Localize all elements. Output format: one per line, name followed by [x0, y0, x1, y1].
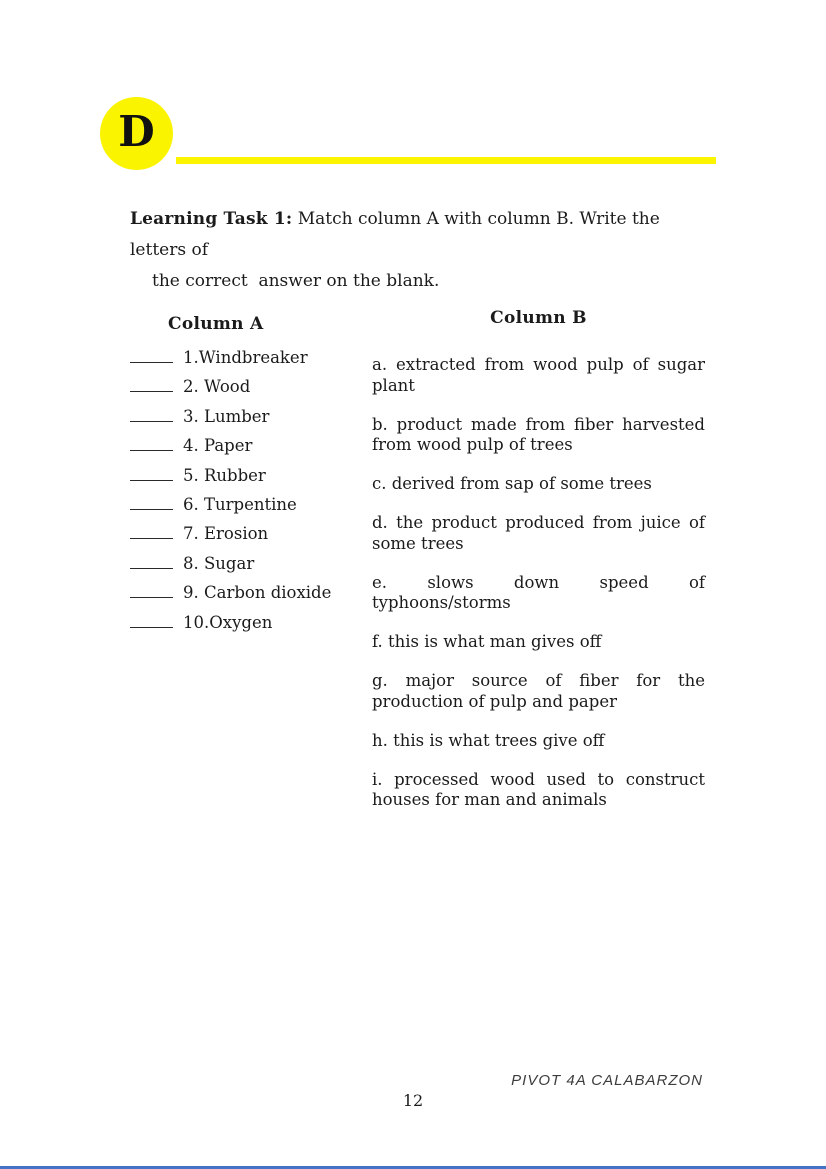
answer-blank: [130, 566, 173, 569]
match-item-label: 1.Windbreaker: [183, 348, 308, 367]
option-item: h. this is what trees give off: [372, 730, 605, 750]
match-item: [130, 583, 380, 612]
match-item: [130, 495, 380, 524]
answer-blank: [130, 360, 173, 363]
option-item: b. product made from fiber harvested from wood pulp of trees: [372, 414, 705, 454]
column-a-header: Column A: [168, 314, 264, 334]
match-item: [130, 466, 380, 495]
match-item: [130, 436, 380, 465]
match-item: [130, 407, 380, 436]
match-item: [130, 377, 380, 406]
answer-blank: [130, 595, 173, 598]
section-badge: [100, 97, 173, 170]
task-instruction-text: Match column A with column B. Write the letters of: [130, 209, 666, 260]
column-a: [130, 314, 380, 642]
answer-blank: [130, 448, 173, 451]
section-badge-letter: D: [118, 107, 155, 156]
answer-blank: [130, 389, 173, 392]
match-item-label: 9. Carbon dioxide: [183, 583, 332, 603]
task-label: Learning Task 1:: [130, 209, 293, 229]
match-item-label: 10.Oxygen: [183, 612, 273, 632]
match-item-label: 5. Rubber: [183, 465, 266, 485]
answer-blank: [130, 419, 173, 422]
match-item-label: 7. Erosion: [183, 524, 269, 544]
task-instruction-line2: the correct answer on the blank.: [152, 271, 440, 291]
option-item: a. extracted from wood pulp of sugar plant: [372, 355, 705, 395]
match-item: [130, 554, 380, 583]
header-divider-rule: [176, 157, 716, 164]
option-item: e. slows down speed of typhoons/storms: [372, 572, 705, 612]
match-item-label: 6. Turpentine: [183, 494, 297, 514]
task-instruction-line1: [130, 204, 716, 266]
answer-blank: [130, 478, 173, 481]
answer-blank: [130, 536, 173, 539]
answer-blank: [130, 625, 173, 628]
match-item: [130, 613, 380, 642]
column-b-header: Column B: [490, 308, 587, 328]
column-b: [372, 308, 705, 829]
option-item: d. the product produced from juice of some trees: [372, 513, 705, 553]
task-instructions: [130, 204, 716, 297]
page-number: 12: [402, 1091, 424, 1110]
answer-blank: [130, 507, 173, 510]
option-item: f. this is what man gives off: [372, 632, 602, 651]
match-item: [130, 524, 380, 553]
match-item-label: 4. Paper: [183, 436, 253, 456]
match-item-label: 2. Wood: [183, 377, 251, 397]
match-item: [130, 348, 380, 377]
match-item-label: 3. Lumber: [183, 406, 270, 426]
option-item: i. processed wood used to construct houses for man and animals: [372, 769, 705, 809]
option-item: c. derived from sap of some trees: [372, 474, 652, 493]
match-item-label: 8. Sugar: [183, 553, 255, 573]
option-item: g. major source of fiber for the production of pulp and paper: [372, 671, 705, 711]
footer-brand: PIVOT 4A CALABARZON: [511, 1072, 703, 1089]
